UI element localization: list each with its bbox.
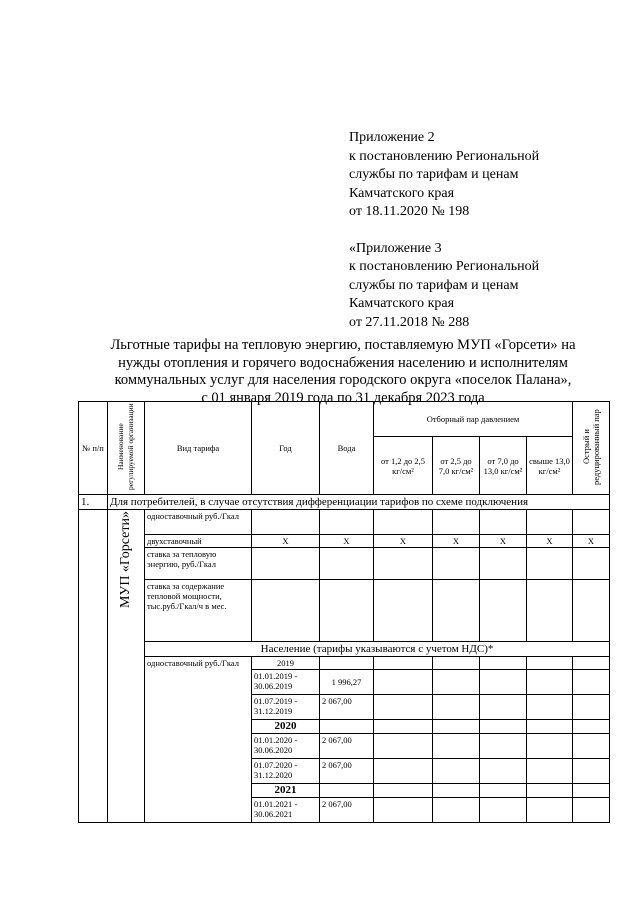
type-double: двухставочный	[145, 535, 252, 548]
appendix-header	[349, 129, 609, 332]
title-line: нужды отопления и горячего водоснабжения населению и исполнителям	[118, 354, 568, 371]
steam-sub-header: свыше 13,0 кг/см²	[527, 437, 573, 495]
type-single: одноставочный руб./Гкал	[145, 510, 252, 535]
period: 01.07.2019 - 31.12.2019	[252, 695, 320, 720]
section-title: Для потребителей, в случае отсутствия дифференциации тарифов по схеме подключения	[108, 495, 610, 510]
title-line: коммунальных услуг для населения городского округа «поселок Палана»,	[114, 372, 572, 388]
row-number: 1.	[79, 495, 108, 510]
col-year-header: Год	[252, 402, 320, 495]
period: 01.01.2021 - 30.06.2021	[252, 798, 320, 823]
title-line: Льготные тарифы на тепловую энергию, поставляемую МУП «Горсети» на	[110, 337, 576, 353]
type-capacity-rate: ставка за содержание тепловой мощности, тыс.руб./Гкал/ч в мес.	[145, 580, 252, 642]
tariff-table: № п/п Наименование регулируемой организации Вид тарифа Год Вода Отборный пар давлением Острый и редуцированный пар от 1,2 до 2,5 кг/см² от 2,5 до 7,0 кг/см² от 7,0 до 13,0 кг/см² свыше 13,0 кг/см² 1. Для потребителей, в случае отсутствия дифференциации тарифов по схеме подключения МУП «Горсети» одноставочный руб./Гкал двухставочный Х Х Х Х Х Х Х ставка за тепловую энергию, руб./Гкал ставка за содержание тепловой мощности, тыс.руб./Гкал/ч в мес. Население (тарифы указываются с учетом НДС)* одноставочный руб./Гкал 2019 01.01.2019 - 30.06.2019 1 996,27 01.07.2019 - 31.12.2019 2 067,00 2020 01.01.2020 - 30.06.2020 2 067,00 01.07.2020 - 31.12.2020 2 067,00 2021 01.01.2021 - 30.06.2021 2 067,00	[78, 401, 610, 823]
appendix-line: службы по тарифам и ценам	[349, 277, 519, 293]
period: 01.01.2019 - 30.06.2019	[252, 670, 320, 695]
population-header: Население (тарифы указываются с учетом НДС)*	[145, 642, 610, 657]
year-label: 2020	[252, 720, 320, 734]
col-steam-header: Отборный пар давлением	[374, 402, 573, 437]
col-type-header: Вид тарифа	[145, 402, 252, 495]
period: 01.07.2020 - 31.12.2020	[252, 759, 320, 784]
col-sharp-header: Острый и редуцированный пар	[573, 402, 610, 495]
org-name: МУП «Горсети»	[108, 510, 145, 823]
col-water-header: Вода	[320, 402, 374, 495]
type-energy-rate: ставка за тепловую энергию, руб./Гкал	[145, 548, 252, 580]
period: 01.01.2020 - 30.06.2020	[252, 734, 320, 759]
water-value: 2 067,00	[320, 695, 374, 720]
appendix-line: Камчатского края	[349, 296, 455, 311]
pop-type: одноставочный руб./Гкал	[145, 657, 252, 823]
appendix-line: от 18.11.2020 № 198	[349, 204, 470, 219]
appendix-line: от 27.11.2018 № 288	[349, 314, 470, 330]
appendix-line: Приложение 2	[349, 130, 435, 145]
water-value: 2 067,00	[320, 798, 374, 823]
appendix-line: к постановлению Региональной	[349, 148, 540, 164]
col-num-header: № п/п	[79, 402, 108, 495]
appendix-line: службы по тарифам и ценам	[349, 167, 519, 182]
steam-sub-header: от 1,2 до 2,5 кг/см²	[374, 437, 433, 495]
water-value: 2 067,00	[320, 734, 374, 759]
col-org-header: Наименование регулируемой организации	[108, 402, 145, 495]
steam-sub-header: от 2,5 до 7,0 кг/см²	[433, 437, 480, 495]
water-value: 2 067,00	[320, 759, 374, 784]
appendix-line: «Приложение 3	[349, 240, 442, 256]
water-value: 1 996,27	[320, 670, 374, 695]
steam-sub-header: от 7,0 до 13,0 кг/см²	[480, 437, 527, 495]
year-label: 2019	[252, 657, 320, 670]
document-title	[78, 337, 608, 407]
title-line: с 01 января 2019 года по 31 декабря 2023 года	[201, 389, 485, 406]
appendix-line: Камчатского края	[349, 185, 455, 201]
year-label: 2021	[252, 784, 320, 798]
appendix-line: к постановлению Региональной	[349, 259, 540, 274]
